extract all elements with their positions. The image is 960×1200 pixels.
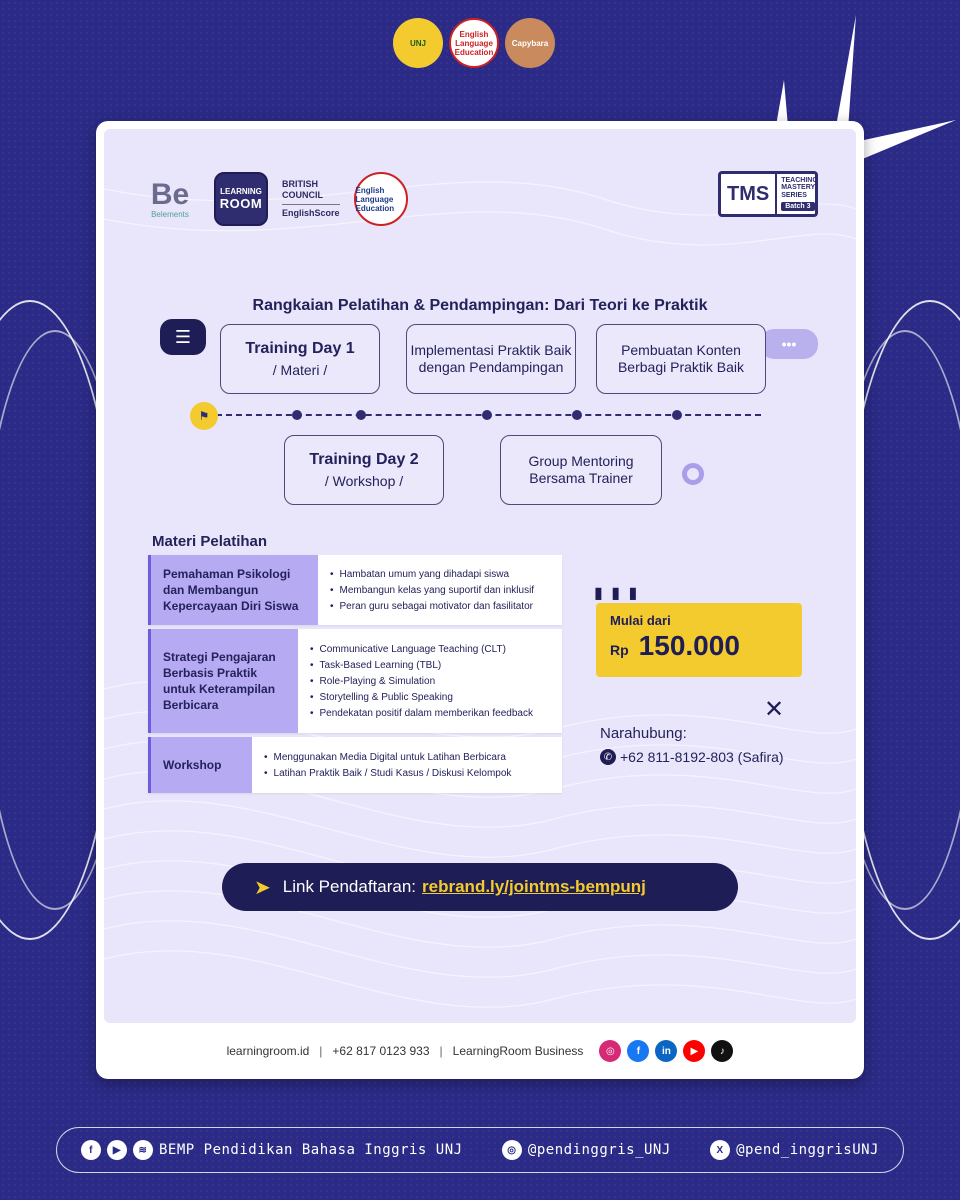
contact-title: Narahubung: (600, 725, 687, 742)
footer-phone: +62 817 0123 933 (332, 1044, 430, 1058)
materi-item: • Pendekatan positif dalam memberikan feedback (310, 708, 533, 719)
uk-english-logo: English Language Education (354, 172, 408, 226)
section-title: Rangkaian Pelatihan & Pendampingan: Dari Teori ke Praktik (252, 297, 708, 314)
timeline-group-mentoring: Group Mentoring Bersama Trainer (500, 435, 662, 505)
spotify-icon[interactable]: ≋ (133, 1140, 153, 1160)
british-council-logo: BRITISH COUNCIL EnglishScore (282, 179, 340, 218)
whatsapp-icon: ✆ (600, 749, 616, 765)
materi-topic: Strategi Pengajaran Berbasis Praktik untuk Keterampilan Berbicara (148, 629, 298, 733)
materi-item: • Menggunakan Media Digital untuk Latihan Berbicara (264, 752, 511, 763)
footer-business: LearningRoom Business (452, 1044, 584, 1058)
materi-item: • Role-Playing & Simulation (310, 676, 533, 687)
x-icon[interactable]: X (710, 1140, 730, 1160)
materi-item: • Latihan Praktik Baik / Studi Kasus / Diskusi Kelompok (264, 768, 511, 779)
price-value: 150.000 (638, 630, 740, 661)
partner-logos (140, 171, 408, 227)
instagram-icon[interactable]: ◎ (502, 1140, 522, 1160)
materi-topic: Workshop (148, 737, 252, 793)
youtube-icon[interactable]: ▶ (107, 1140, 127, 1160)
facebook-icon[interactable]: f (627, 1040, 649, 1062)
timeline-dot (356, 410, 366, 420)
x-handle[interactable]: @pend_inggrisUNJ (736, 1142, 879, 1158)
facebook-icon[interactable]: f (81, 1140, 101, 1160)
send-arrow-icon: ➤ (254, 876, 271, 899)
registration-bar[interactable]: ➤ Link Pendaftaran: rebrand.ly/jointms-bempunj (222, 863, 738, 911)
org-name: BEMP Pendidikan Bahasa Inggris UNJ (159, 1142, 463, 1158)
top-logos (393, 18, 555, 68)
chat-bubble-icon: ••• (760, 329, 818, 359)
materi-item: • Communicative Language Teaching (CLT) (310, 644, 533, 655)
timeline-dot (482, 410, 492, 420)
timeline-training-day-2: Training Day 2 / Workshop / (284, 435, 444, 505)
materi-item: • Peran guru sebagai motivator dan fasilitator (330, 601, 534, 612)
belements-logo: Be Belements (150, 177, 190, 219)
footer-site[interactable]: learningroom.id (226, 1044, 310, 1058)
social-icons (599, 1040, 733, 1062)
chat-list-icon: ☰ (160, 319, 206, 355)
instagram-handle[interactable]: @pendinggris_UNJ (527, 1142, 671, 1158)
materi-title: Materi Pelatihan (152, 533, 268, 550)
english-education-logo: English Language Education (449, 18, 499, 68)
bottom-social-bar (56, 1127, 904, 1173)
learningroom-logo: LEARNING ROOM (214, 172, 268, 226)
materi-item: • Storytelling & Public Speaking (310, 692, 533, 703)
flag-icon: ⚑ (190, 402, 218, 430)
timeline-implementasi: Implementasi Praktik Baik dengan Pendampingan (406, 324, 576, 394)
instagram-icon[interactable]: ◎ (599, 1040, 621, 1062)
youtube-icon[interactable]: ▶ (683, 1040, 705, 1062)
capybara-logo: Capybara (505, 18, 555, 68)
materi-item: • Membangun kelas yang suportif dan inklusif (330, 585, 534, 596)
dots-decoration: ▮ ▮ ▮ (594, 585, 640, 602)
timeline-dot (572, 410, 582, 420)
timeline-dot (672, 410, 682, 420)
registration-link[interactable]: rebrand.ly/jointms-bempunj (422, 877, 646, 896)
materi-topic: Pemahaman Psikologi dan Membangun Kepercayaan Diri Siswa (148, 555, 318, 625)
materi-item: • Hambatan umum yang dihadapi siswa (330, 569, 534, 580)
linkedin-icon[interactable]: in (655, 1040, 677, 1062)
contact-phone[interactable]: ✆ +62 811-8192-803 (Safira) (600, 749, 784, 765)
cross-decoration-icon: ✕ (764, 696, 785, 723)
ring-decoration (682, 463, 704, 485)
materi-item: • Task-Based Learning (TBL) (310, 660, 533, 671)
materi-row (148, 555, 562, 625)
timeline-training-day-1: Training Day 1 / Materi / (220, 324, 380, 394)
price-box: Mulai dari Rp 150.000 (596, 603, 802, 677)
tiktok-icon[interactable]: ♪ (711, 1040, 733, 1062)
materi-row (148, 629, 562, 733)
unj-logo: UNJ (393, 18, 443, 68)
timeline-dot (292, 410, 302, 420)
card-footer: learningroom.id | +62 817 0123 933 | LearningRoom Business ◎ f in ▶ ♪ (96, 1023, 864, 1079)
poster-content (104, 129, 856, 1023)
timeline-pembuatan-konten: Pembuatan Konten Berbagi Praktik Baik (596, 324, 766, 394)
materi-row (148, 737, 562, 793)
tms-logo: TMS TEACHING MASTERY SERIES Batch 3 (718, 171, 818, 217)
poster-card (96, 121, 864, 1079)
